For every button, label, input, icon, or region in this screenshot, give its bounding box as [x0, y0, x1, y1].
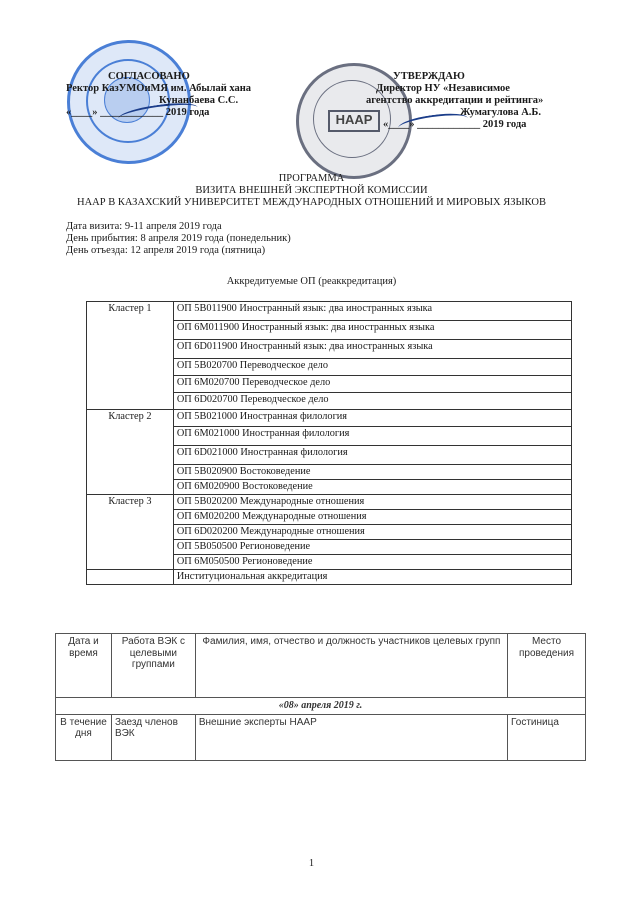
- cluster-name: Кластер 2: [108, 411, 152, 422]
- cluster-name: Кластер 1: [108, 303, 152, 314]
- cluster-1-cell: [87, 302, 174, 410]
- program-row: ОП 6М020200 Международные отношения: [173, 510, 571, 525]
- cluster-2-cell: [87, 410, 174, 495]
- arrival-date: День прибытия: 8 апреля 2019 года (понедельник): [66, 233, 291, 244]
- approval-right-line1: Директор НУ «Независимое: [376, 83, 510, 94]
- visit-date: Дата визита: 9-11 апреля 2019 года: [66, 221, 222, 232]
- program-row: ОП 6М021000 Иностранная филология: [173, 427, 571, 446]
- row-place: Гостиница: [508, 714, 586, 760]
- programs-caption: Аккредитуемые ОП (реаккредитация): [226, 276, 397, 287]
- approval-left-line2: Кунанбаева С.С.: [159, 95, 239, 106]
- row-work: Заезд членов ВЭК: [111, 714, 195, 760]
- schedule-row: [56, 714, 586, 760]
- program-row: ОП 6D011900 Иностранный язык: два иностранных языка: [173, 340, 571, 359]
- agency-stamp-text: НААР: [335, 112, 373, 127]
- approval-right-line2: агентство аккредитации и рейтинга»: [366, 95, 544, 106]
- agency-stamp-logo: [328, 110, 380, 132]
- programs-table: [86, 301, 572, 585]
- program-row: ОП 6D021000 Иностранная филология: [173, 446, 571, 465]
- approval-left-date: «____» ____________ 2019 года: [66, 107, 210, 118]
- header-work: Работа ВЭК с целевыми группами: [111, 634, 195, 698]
- header-datetime: Дата и время: [56, 634, 112, 698]
- doc-title-line3: НААР В КАЗАХСКИЙ УНИВЕРСИТЕТ МЕЖДУНАРОДНЫХ ОТНОШЕНИЙ И МИРОВЫХ ЯЗЫКОВ: [77, 197, 546, 208]
- cluster-3-cell: [87, 495, 174, 570]
- approval-right-title: УТВЕРЖДАЮ: [393, 71, 465, 82]
- schedule-day: «08» апреля 2019 г.: [56, 698, 586, 715]
- departure-date: День отъезда: 12 апреля 2019 года (пятница): [66, 245, 266, 256]
- doc-title-line2: ВИЗИТА ВНЕШНЕЙ ЭКСПЕРТНОЙ КОМИССИИ: [195, 185, 428, 196]
- program-row: ОП 5В021000 Иностранная филология: [173, 410, 571, 427]
- program-row: ОП 5В050500 Регионоведение: [173, 540, 571, 555]
- approval-left-title: СОГЛАСОВАНО: [108, 71, 190, 82]
- empty-cell: [87, 570, 174, 585]
- row-participants: Внешние эксперты НААР: [195, 714, 507, 760]
- program-row: ОП 6D020700 Переводческое дело: [173, 393, 571, 410]
- header-place: Место проведения: [508, 634, 586, 698]
- program-row: ОП 6М011900 Иностранный язык: два иностранных языка: [173, 321, 571, 340]
- program-row: ОП 6М050500 Регионоведение: [173, 555, 571, 570]
- doc-title-line1: ПРОГРАММА: [278, 173, 345, 184]
- institutional-accreditation-row: Институциональная аккредитация: [173, 570, 571, 585]
- row-time: В течение дня: [56, 714, 112, 760]
- program-row: ОП 5В011900 Иностранный язык: два иностранных языка: [173, 302, 571, 321]
- program-row: ОП 6М020900 Востоковедение: [173, 480, 571, 495]
- program-row: ОП 6М020700 Переводческое дело: [173, 376, 571, 393]
- approval-left-line1: Ректор КазУМОиМЯ им. Абылай хана: [66, 83, 252, 94]
- approval-right-line3: Жумагулова А.Б.: [460, 107, 541, 118]
- program-row: ОП 6D020200 Международные отношения: [173, 525, 571, 540]
- approval-right-date: «____» ____________ 2019 года: [383, 119, 527, 130]
- header-participants: Фамилия, имя, отчество и должность участников целевых групп: [195, 634, 507, 698]
- page-number: 1: [308, 858, 315, 869]
- program-row: ОП 5В020900 Востоковедение: [173, 465, 571, 480]
- program-row: ОП 5В020700 Переводческое дело: [173, 359, 571, 376]
- program-row: ОП 5В020200 Международные отношения: [173, 495, 571, 510]
- cluster-name: Кластер 3: [108, 496, 152, 507]
- schedule-table: [55, 633, 586, 761]
